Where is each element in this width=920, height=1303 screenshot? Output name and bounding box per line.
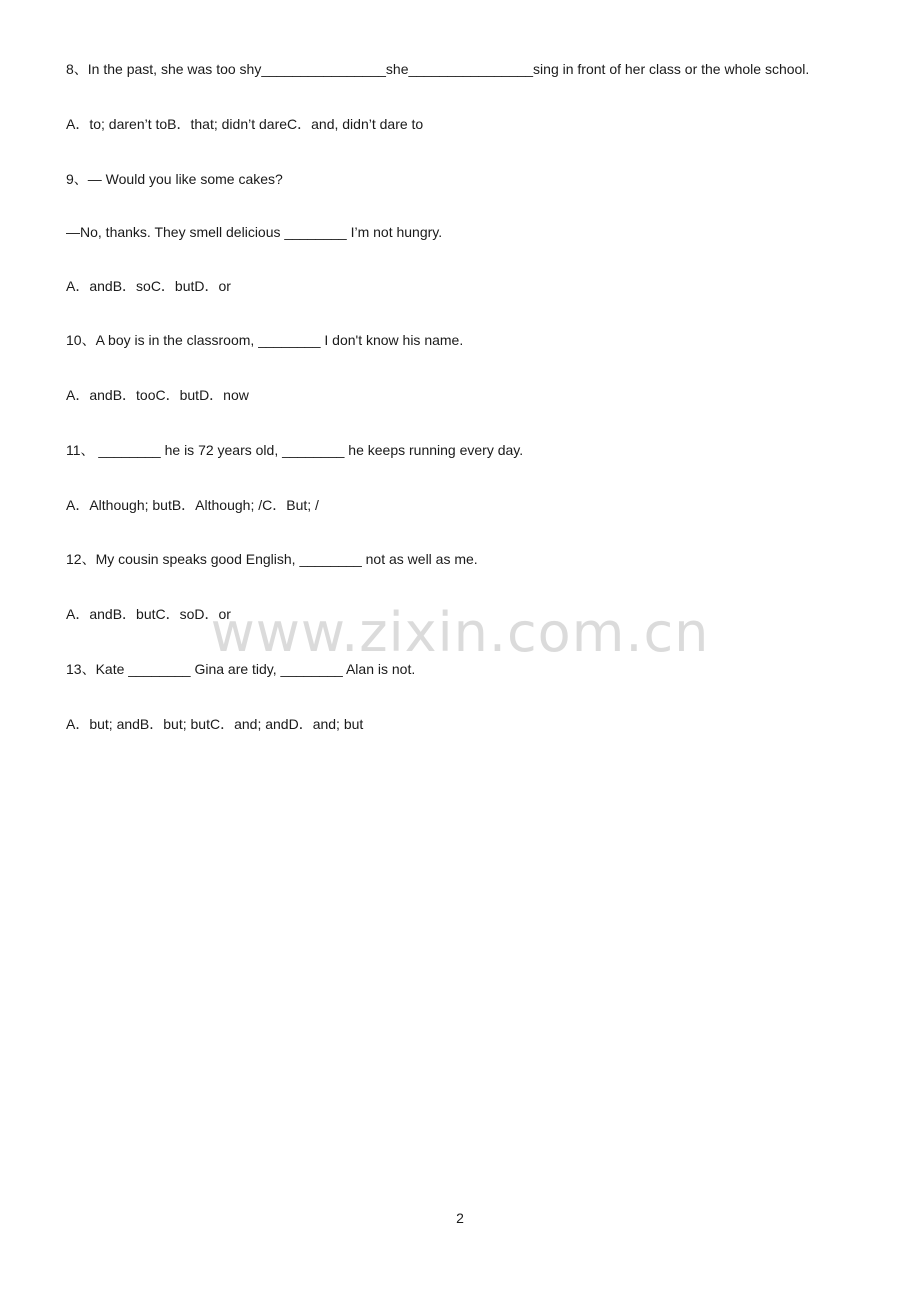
question-8-options: A．to; daren’t toB．that; didn’t dareC．and, didn’t dare to	[66, 116, 424, 132]
question-13: 13、Kate ________ Gina are tidy, ________ Alan is not.	[66, 661, 416, 677]
question-11: 11、 ________ he is 72 years old, ________ he keeps running every day.	[66, 442, 524, 458]
question-12: 12、My cousin speaks good English, ________ not as well as me.	[66, 551, 478, 567]
question-10: 10、A boy is in the classroom, ________ I don't know his name.	[66, 332, 464, 348]
question-9-reply: —No, thanks. They smell delicious ________ I’m not hungry.	[66, 224, 443, 240]
question-11-options: A．Although; butB．Although; /C．But; /	[66, 497, 319, 513]
question-8: 8、In the past, she was too shy________________she________________sing in front of her class or the whole school.	[66, 61, 810, 77]
question-9-options: A．andB．soC．butD．or	[66, 278, 231, 294]
question-10-options: A．andB．tooC．butD．now	[66, 387, 249, 403]
page-number: 2	[456, 1210, 464, 1226]
question-9: 9、— Would you like some cakes?	[66, 171, 283, 187]
question-13-options: A．but; andB．but; butC．and; andD．and; but	[66, 716, 364, 732]
question-12-options: A．andB．butC．soD．or	[66, 606, 231, 622]
watermark: www.zixin.com.cn	[210, 601, 710, 664]
